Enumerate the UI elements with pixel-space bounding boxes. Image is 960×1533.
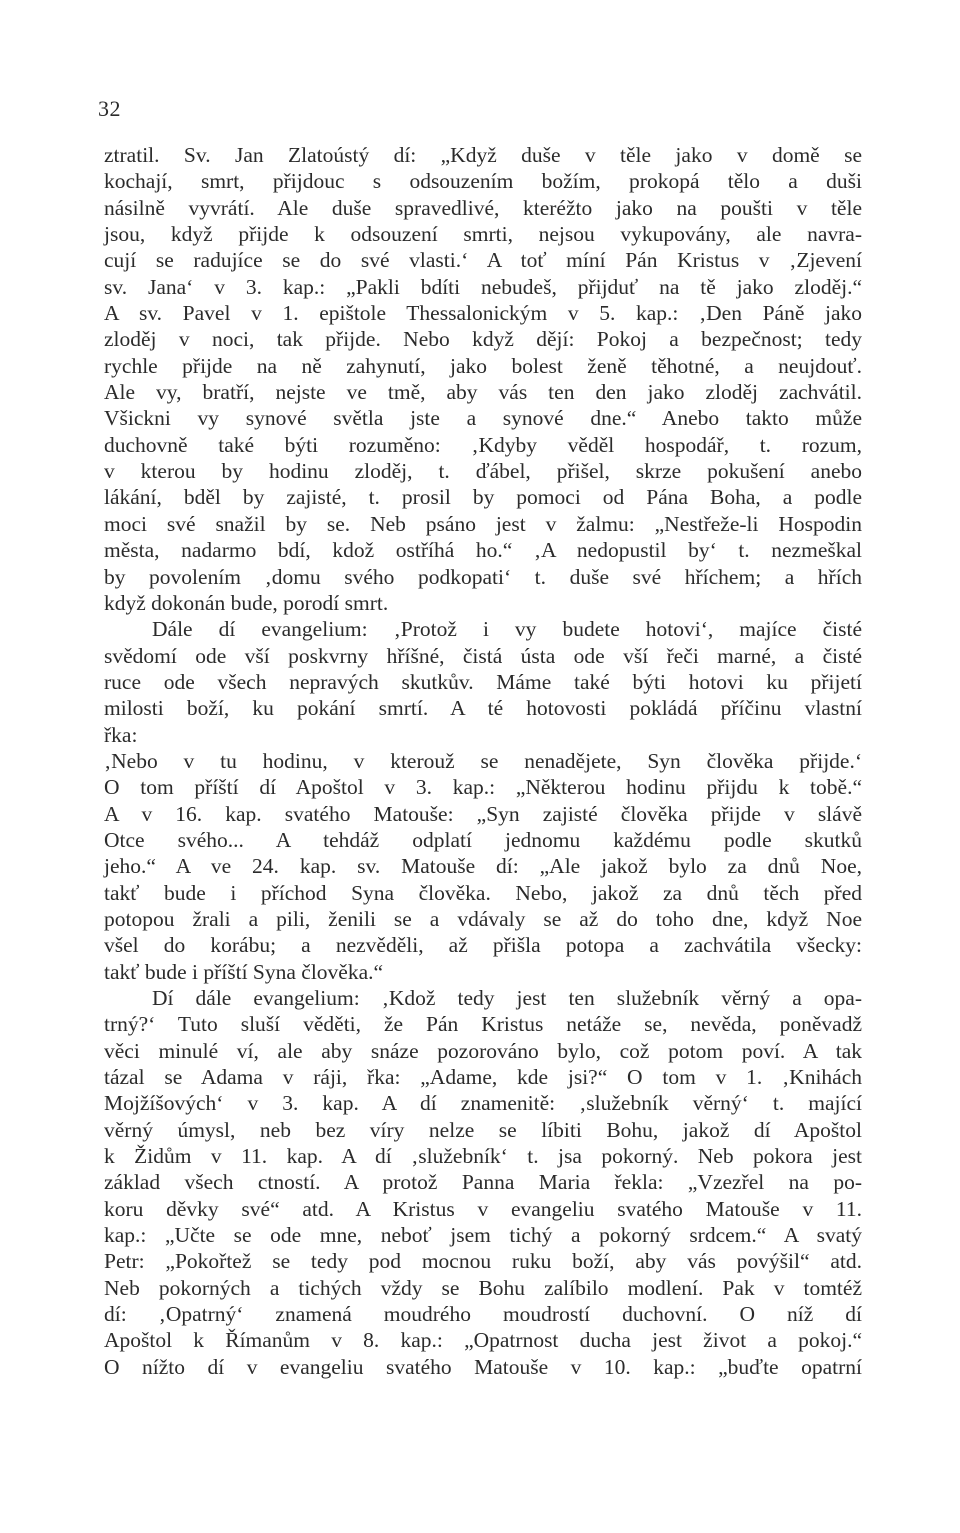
text-line: Otce svého... A tehdáž odplatí jednomu každému podle skutků bbox=[104, 827, 862, 852]
text-line: potopou žrali a pili, ženili se a vdávaly se až do toho dne, když Noe bbox=[104, 906, 862, 931]
text-line: jsou, když přijde k odsouzení smrti, nejsou vykupovány, ale navra- bbox=[104, 222, 862, 247]
text-line: duchovně také býti rozuměno: ‚Kdyby věděl hospodář, t. rozum, bbox=[104, 432, 862, 457]
text-line: O tom příští dí Apoštol v 3. kap.: „Některou hodinu přijdu k tobě.“ bbox=[104, 775, 862, 800]
text-line: věci minulé ví, ale aby snáze pozorováno bylo, což potom poví. A tak bbox=[104, 1038, 862, 1063]
text-line: A v 16. kap. svatého Matouše: „Syn zajisté člověka přijde v slávě bbox=[104, 801, 862, 826]
text-line: v kterou by hodinu zloděj, t. ďábel, přišel, skrze pokušení anebo bbox=[104, 459, 862, 484]
text-line: ztratil. Sv. Jan Zlatoústý dí: „Když duše v těle jako v domě se bbox=[104, 143, 862, 167]
body-text bbox=[104, 142, 862, 1380]
text-line: ‚Nebo v tu hodinu, v kterouž se nenadějete, Syn člověka přijde.‘ bbox=[104, 748, 862, 773]
text-line: kochají, smrt, přijdouc s odsouzením božím, prokopá tělo a duši bbox=[104, 169, 862, 194]
text-line: dí: ‚Opatrný‘ znamená moudrého moudrostí duchovní. O níž dí bbox=[104, 1302, 862, 1327]
text-line: by povolením ‚domu svého podkopati‘ t. duše své hříchem; a hřích bbox=[104, 564, 862, 589]
text-line: Dále dí evangelium: ‚Protož i vy budete hotovi‘, majíce čisté bbox=[152, 617, 862, 642]
text-line: když dokonán bude, porodí smrt. bbox=[104, 590, 389, 615]
text-line: Mojžíšových‘ v 3. kap. A dí znamenitě: ‚služebník věrný‘ t. mající bbox=[104, 1091, 862, 1116]
text-line: věrný úmysl, neb bez víry nelze se líbiti Bohu, jakož dí Apoštol bbox=[104, 1117, 862, 1142]
text-line: rychle přijde na ně zahynutí, jako bolest ženě těhotné, a neujdouť. bbox=[104, 353, 862, 378]
text-line: ruce ode všech nepravých skutkův. Máme také býti hotovi ku přijetí bbox=[104, 669, 862, 694]
page-number: 32 bbox=[98, 96, 121, 121]
text-line: tázal se Adama v ráji, řka: „Adame, kde jsi?“ O tom v 1. ‚Knihách bbox=[104, 1065, 862, 1090]
text-line: Dí dále evangelium: ‚Kdož tedy jest ten služebník věrný a opa- bbox=[152, 986, 862, 1010]
text-line: O nížto dí v evangeliu svatého Matouše v 10. kap.: „buďte opatrní bbox=[104, 1354, 862, 1379]
text-line: jeho.“ A ve 24. kap. sv. Matouše dí: „Ale jakož bylo za dnů Noe, bbox=[104, 854, 862, 879]
text-line: Apoštol k Římanům v 8. kap.: „Opatrnost ducha jest život a pokoj.“ bbox=[104, 1328, 862, 1353]
text-line: řka: bbox=[104, 722, 138, 747]
text-line: svědomí ode vší poskvrny hříšné, čistá ústa ode vší řeči marné, a čisté bbox=[104, 643, 862, 668]
text-line: města, nadarmo bdí, kdož ostříhá ho.“ ‚A nedopustil by‘ t. nezmeškal bbox=[104, 538, 862, 563]
text-line: takť bude i příští Syna člověka.“ bbox=[104, 959, 384, 984]
text-line: Všickni vy synové světla jste a synové dne.“ Anebo takto může bbox=[104, 406, 862, 431]
text-line: cují se radujíce se do své vlasti.‘ A toť míní Pán Kristus v ‚Zjevení bbox=[104, 248, 862, 273]
text-line: zloděj v noci, tak přijde. Nebo když dějí: Pokoj a bezpečnost; tedy bbox=[104, 327, 862, 352]
text-line: Petr: „Pokořtež se tedy pod mocnou ruku boží, aby vás povýšil“ atd. bbox=[104, 1249, 862, 1274]
text-line: trný?‘ Tuto sluší věděti, že Pán Kristus netáže se, nevěda, poněvadž bbox=[104, 1012, 862, 1037]
text-line: k Židům v 11. kap. A dí ‚služebník‘ t. jsa pokorný. Neb pokora jest bbox=[104, 1144, 862, 1169]
text-line: milosti boží, ku pokání smrtí. A té hotovosti pokládá příčinu vlastní bbox=[104, 696, 862, 721]
text-line: Neb pokorných a tichých vždy se Bohu zalíbilo modlení. Pak v tomtéž bbox=[104, 1275, 862, 1300]
text-line: moci své snažil by se. Neb psáno jest v žalmu: „Nestřeže-li Hospodin bbox=[104, 511, 862, 536]
text-line: koru děvky své“ atd. A Kristus v evangeliu svatého Matouše v 11. bbox=[104, 1196, 862, 1221]
text-line: lákání, bděl by zajisté, t. prosil by pomoci od Pána Boha, a podle bbox=[104, 485, 862, 510]
text-line: všel do korábu; a nezvěděli, až přišla potopa a zachvátila všecky: bbox=[104, 933, 862, 958]
text-line: základ všech ctností. A protož Panna Maria řekla: „Vzezřel na po- bbox=[104, 1170, 862, 1195]
text-line: Ale vy, bratří, nejste ve tmě, aby vás ten den jako zloděj zachvátil. bbox=[104, 380, 862, 405]
text-line: kap.: „Učte se ode mne, neboť jsem tichý a pokorný srdcem.“ A svatý bbox=[104, 1223, 862, 1248]
text-line: sv. Jana‘ v 3. kap.: „Pakli bdíti nebudeš, přijduť na tě jako zloděj.“ bbox=[104, 274, 862, 299]
text-line: takť bude i příchod Syna člověka. Nebo, jakož za dnů těch před bbox=[104, 880, 862, 905]
text-line: násilně vyvrátí. Ale duše spravedlivé, kteréžto jako na poušti v těle bbox=[104, 195, 862, 220]
text-line: A sv. Pavel v 1. epištole Thessalonickým v 5. kap.: ‚Den Páně jako bbox=[104, 301, 862, 326]
